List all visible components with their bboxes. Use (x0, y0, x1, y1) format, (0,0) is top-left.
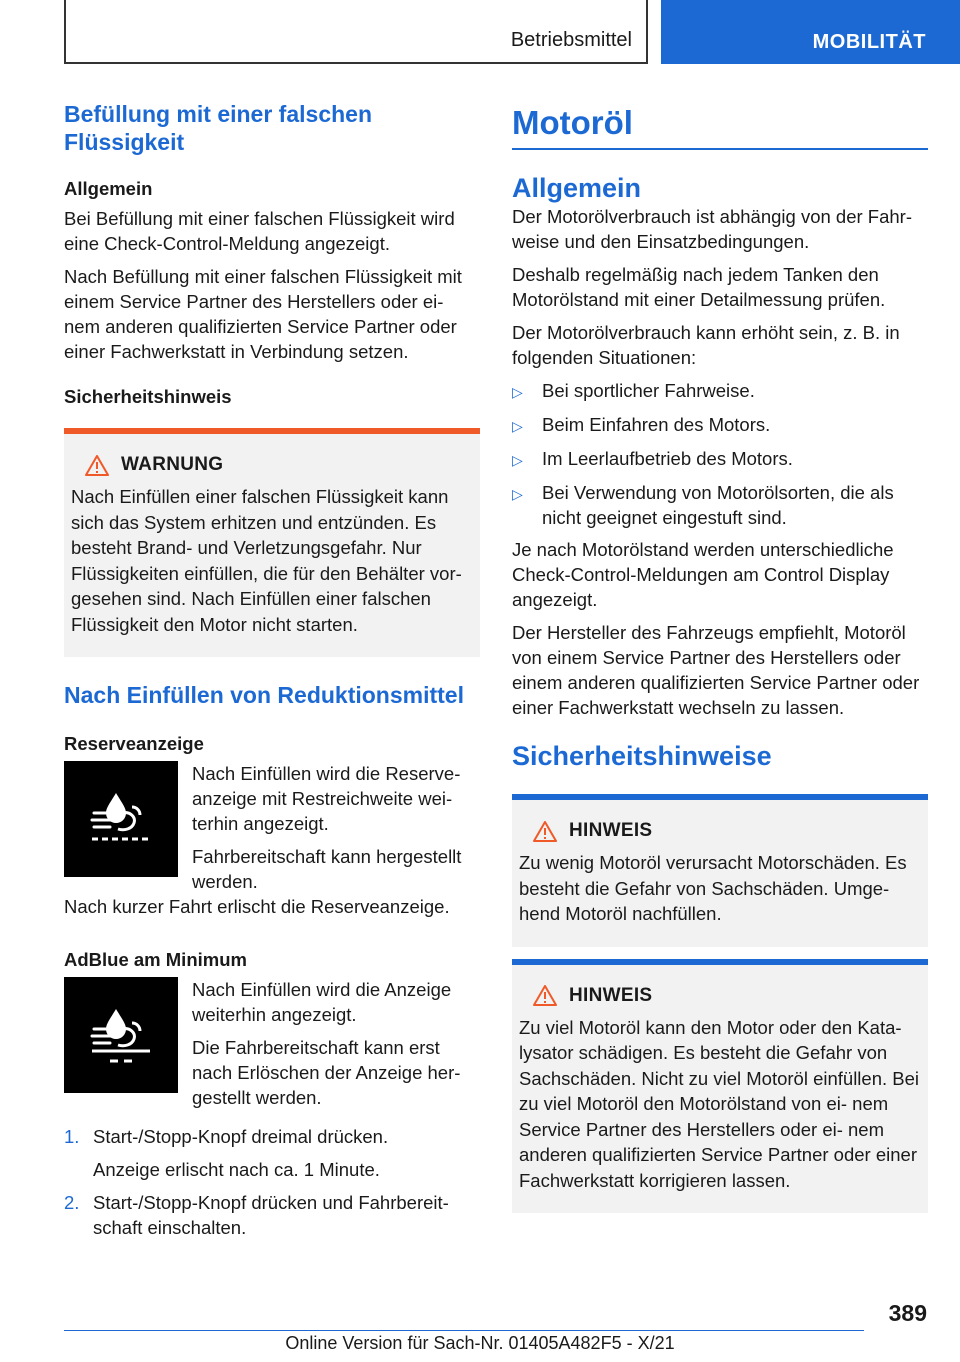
list-item (512, 480, 928, 530)
situation-list (512, 378, 928, 530)
page-number: 389 (888, 1300, 927, 1326)
wrong-fluid-title: Befüllung mit einer falschen Flüssigkeit (64, 101, 372, 155)
note-text: Zu wenig Motoröl verursacht Motorschäden. Es besteht die Gefahr von Sachschäden. Umge- hend Motoröl nachfüllen. (519, 852, 907, 924)
adblue-paragraph-1: Nach Einfüllen wird die Anzeige weiterhin angezeigt. (192, 979, 452, 1025)
motoroel-paragraph-4: Je nach Motorölstand werden unterschiedliche Check-Control-Meldungen am Control Display angezeigt. (512, 539, 894, 610)
note-box-1 (512, 794, 928, 947)
note-label: HINWEIS (569, 820, 653, 841)
motoroel-title: Motoröl (512, 100, 928, 150)
step-number: 1. (64, 1126, 80, 1147)
list-item (512, 378, 928, 405)
reduction-agent-title: Nach Einfüllen von Reduktionsmittel (64, 682, 464, 708)
left-column (64, 100, 480, 1240)
adblue-reserve-icon (64, 761, 178, 877)
motoroel-allgemein-heading: Allgemein (512, 173, 642, 203)
right-column (512, 100, 928, 1213)
note-text: Zu viel Motoröl kann den Motor oder den Kata- lysator schädigen. Es besteht die Gefahr von Sachschäden. Nicht zu viel Motoröl einfüllen. Bei zu viel Motoröl den Motorölstand von ei- nem Service Partner des Herstellers oder ei- nem anderen qualifizierten Service Partner oder einer Fachwerkstatt korrigieren lassen. (519, 1016, 920, 1191)
allgemein-paragraph-1: Bei Befüllung mit einer falschen Flüssigkeit wird eine Check-Control-Meldung angezeigt. (64, 208, 455, 254)
allgemein-heading: Allgemein (64, 178, 153, 199)
section-header (64, 0, 648, 64)
step-text: Start-/Stopp-Knopf dreimal drücken. (93, 1126, 389, 1147)
step-subtext: Anzeige erlischt nach ca. 1 Minute. (93, 1159, 380, 1180)
adblue-min-block (64, 977, 480, 1110)
reserve-paragraph-3: Nach kurzer Fahrt erlischt die Reserveanzeige. (64, 896, 450, 917)
list-item-text: Beim Einfahren des Motors. (542, 414, 771, 435)
adblue-paragraph-2: Die Fahrbereitschaft kann erst nach Erlöschen der Anzeige her- gestellt werden. (192, 1037, 461, 1108)
step-text: Start-/Stopp-Knopf drücken und Fahrbereit- schaft einschalten. (93, 1192, 449, 1238)
warning-box (64, 428, 480, 657)
motoroel-paragraph-5: Der Hersteller des Fahrzeugs empfiehlt, Motoröl von einem Service Partner des Herstellers oder einem anderen qualifizierten Service Partner oder einer Fachwerkstatt wechseln zu lassen. (512, 622, 920, 718)
warning-label: WARNUNG (121, 454, 224, 475)
steps-list (64, 1124, 480, 1240)
step-item (64, 1124, 480, 1149)
section-title: Betriebsmittel (510, 29, 632, 51)
note-label: HINWEIS (569, 984, 653, 1006)
list-item (512, 412, 928, 439)
motoroel-safety-heading: Sicherheitshinweise (512, 741, 772, 771)
reserve-paragraph-2: Fahrbereitschaft kann hergestellt werden. (192, 846, 462, 892)
note-box-2 (512, 959, 928, 1214)
motoroel-paragraph-1: Der Motorölverbrauch ist abhängig von der Fahr- weise und den Einsatzbedingungen. (512, 206, 912, 252)
list-item-text: Bei Verwendung von Motorölsorten, die als nicht geeignet eingestuft sind. (542, 482, 894, 528)
warning-triangle-icon (85, 455, 109, 476)
list-item (512, 446, 928, 473)
allgemein-paragraph-2: Nach Befüllung mit einer falschen Flüssigkeit mit einem Service Partner des Herstellers oder ei- nem anderen qualifizierten Service Partner oder einer Fachwerkstatt in Verbindung setzen. (64, 266, 462, 362)
motoroel-paragraph-2: Deshalb regelmäßig nach jedem Tanken den Motorölstand mit einer Detailmessung prüfen. (512, 264, 886, 310)
warning-triangle-icon (533, 821, 557, 842)
motoroel-paragraph-3: Der Motorölverbrauch kann erhöht sein, z. B. in folgenden Situationen: (512, 322, 900, 368)
chapter-tab (661, 0, 960, 64)
safety-heading: Sicherheitshinweis (64, 386, 232, 407)
note-title (533, 985, 922, 1007)
warning-text: Nach Einfüllen einer falschen Flüssigkeit kann sich das System erhitzen und entzünden. Es besteht Brand- und Verletzungsgefahr. Nur Flüssigkeiten einfüllen, die für den Behälter vor- gesehen sind. Nach Einfüllen einer falschen Flüssigkeit den Motor nicht starten. (71, 486, 462, 635)
note-title (533, 820, 922, 842)
warning-title (85, 454, 474, 476)
triangle-bullet-icon: ▷ (512, 452, 523, 468)
reserve-heading: Reserveanzeige (64, 733, 204, 754)
footer-text: Online Version für Sach-Nr. 01405A482F5 - X/21 (285, 1333, 675, 1353)
chapter-title: MOBILITÄT (812, 31, 926, 53)
triangle-bullet-icon: ▷ (512, 418, 523, 434)
reserve-paragraph-1: Nach Einfüllen wird die Reserve- anzeige mit Restreichweite wei- terhin angezeigt. (192, 763, 461, 834)
triangle-bullet-icon: ▷ (512, 486, 523, 502)
footer-divider (64, 1330, 864, 1331)
step-item (64, 1190, 480, 1240)
step-number: 2. (64, 1192, 80, 1213)
reserve-block (64, 761, 480, 894)
adblue-minimum-icon (64, 977, 178, 1093)
warning-triangle-icon (533, 985, 557, 1006)
triangle-bullet-icon: ▷ (512, 384, 523, 400)
adblue-min-heading: AdBlue am Minimum (64, 949, 247, 970)
list-item-text: Bei sportlicher Fahrweise. (542, 380, 755, 401)
step-substep (64, 1157, 480, 1182)
list-item-text: Im Leerlaufbetrieb des Motors. (542, 448, 793, 469)
